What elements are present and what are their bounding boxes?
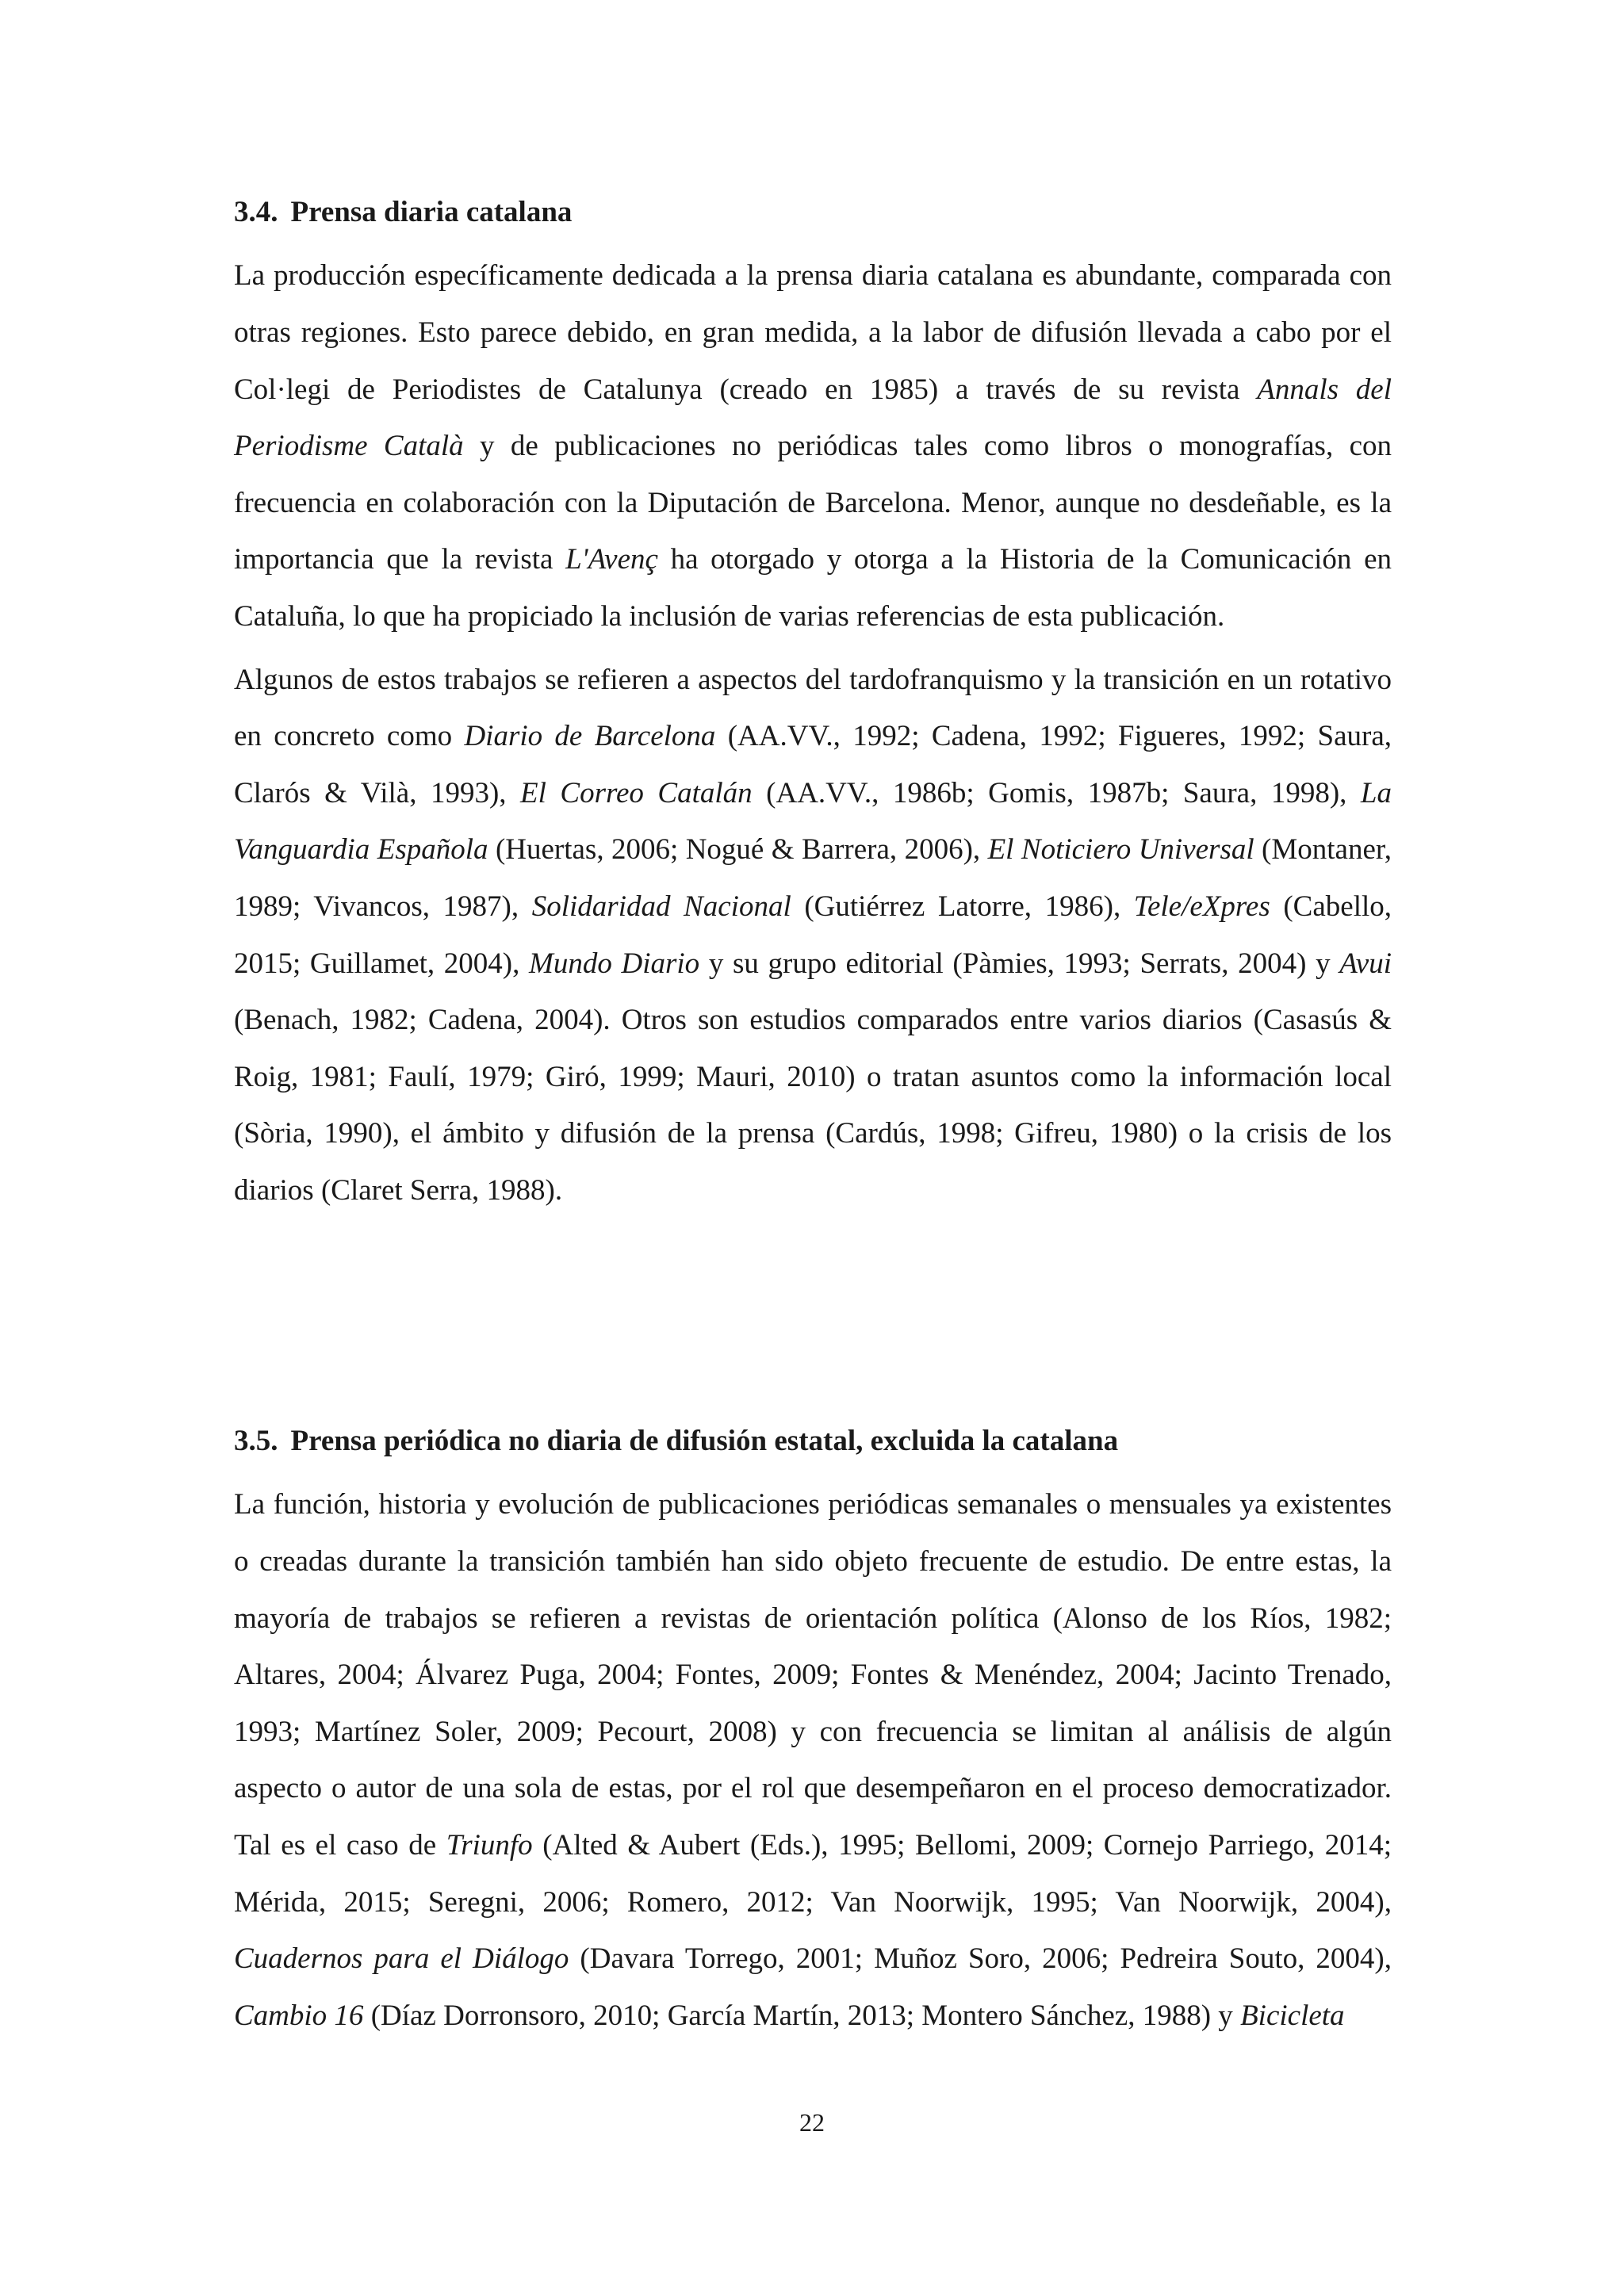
section-number: 3.4. [234,196,278,228]
italic-title-text: La Vanguardia Española [234,776,1392,867]
italic-title-text: Triunfo [446,1828,533,1862]
italic-title-text: El Correo Catalán [520,776,753,809]
paragraph-text: La función, historia y evolución de publicaciones periódicas semanales o mensuales ya existentes o creadas durante la transición también han sido objeto frecuente de estudio. De entre estas, la mayoría de trabajos se refieren a revistas de orientación política (Alonso de los Ríos, 1982; Altares, 2004; Álvarez Puga, 2004; Fontes, 2009; Fontes & Menéndez, 2004; Jacinto Trenado, 1993; Martínez Soler, 2009; Pecourt, 2008) y con frecuencia se limitan al análisis de algún aspecto o autor de una sola de estas, por el rol que desempeñaron en el proceso democratizador. Tal es el caso de [234,1488,1392,1862]
paragraph-text: (Huertas, 2006; Nogué & Barrera, 2006), [488,833,988,867]
italic-title-text: Avui [1339,947,1392,980]
paragraph-text: (Alted & Aubert (Eds.), 1995; Bellomi, 2009; Cornejo Parriego, 2014; Mérida, 2015; Seregni, 2006; Romero, 2012; Van Noorwijk, 1995; Van Noorwijk, 2004), [234,1828,1392,1919]
paragraph-text: Algunos de estos trabajos se refieren a aspectos del tardofranquismo y la transición en un rotativo en concreto como [234,663,1392,753]
italic-title-text: Tele/eXpres [1133,890,1270,923]
italic-title-text: El Noticiero Universal [987,833,1254,867]
section-heading [234,195,1392,230]
section-3-4 [234,195,1392,1225]
paragraph-text: (Montaner, 1989; Vivancos, 1987), [234,833,1392,923]
italic-title-text: Cuadernos para el Diálogo [234,1942,569,1976]
italic-title-text: Mundo Diario [529,947,700,980]
italic-title-text: Cambio 16 [234,1999,364,2032]
section-heading [234,1424,1392,1459]
section-title: Prensa diaria catalana [290,196,573,228]
italic-title-text: Solidaridad Nacional [531,890,791,923]
paragraph-text: (AA.VV., 1986b; Gomis, 1987b; Saura, 1998), [752,776,1361,809]
paragraph [234,247,1392,645]
section-number: 3.5. [234,1425,278,1457]
paragraph-text: y de publicaciones no periódicas tales como libros o monografías, con frecuencia en colaboración con la Diputación de Barcelona. Menor, aunque no desdeñable, es la importancia que la revista [234,430,1392,576]
paragraph-text: (Gutiérrez Latorre, 1986), [791,890,1134,923]
italic-title-text: Bicicleta [1240,1999,1345,2032]
paragraph-text: (Cabello, 2015; Guillamet, 2004), [234,890,1392,980]
section-title: Prensa periódica no diaria de difusión estatal, excluida la catalana [290,1425,1119,1457]
italic-title-text: L'Avenç [565,543,658,576]
paragraph-text: (Díaz Dorronsoro, 2010; García Martín, 2013; Montero Sánchez, 1988) y [363,1999,1241,2032]
paragraph [234,652,1392,1219]
paragraph-text: (Davara Torrego, 2001; Muñoz Soro, 2006; Pedreira Souto, 2004), [569,1942,1392,1976]
page-number: 22 [799,2108,825,2137]
paragraph-text: y su grupo editorial (Pàmies, 1993; Serrats, 2004) y [699,947,1340,980]
paragraph [234,1476,1392,2044]
section-3-5 [234,1424,1392,2050]
paragraph-text: ha otorgado y otorga a la Historia de la Comunicación en Cataluña, lo que ha propiciado la inclusión de varias referencias de esta publicación. [234,543,1392,633]
paragraph-text: (AA.VV., 1992; Cadena, 1992; Figueres, 1992; Saura, Clarós & Vilà, 1993), [234,720,1392,809]
italic-title-text: Diario de Barcelona [464,720,716,753]
paragraph-text: (Benach, 1982; Cadena, 2004). Otros son estudios comparados entre varios diarios (Casasús & Roig, 1981; Faulí, 1979; Giró, 1999; Mauri, 2010) o tratan asuntos como la información local (Sòria, 1990), el ámbito y difusión de la prensa (Cardús, 1998; Gifreu, 1980) o la crisis de los diarios (Claret Serra, 1988). [234,1004,1392,1207]
italic-title-text: Annals del Periodisme Català [234,373,1392,463]
paragraph-text: La producción específicamente dedicada a la prensa diaria catalana es abundante, comparada con otras regiones. Esto parece debido, en gran medida, a la labor de difusión llevada a cabo por el Col·legi de Periodistes de Catalunya (creado en 1985) a través de su revista [234,259,1392,406]
